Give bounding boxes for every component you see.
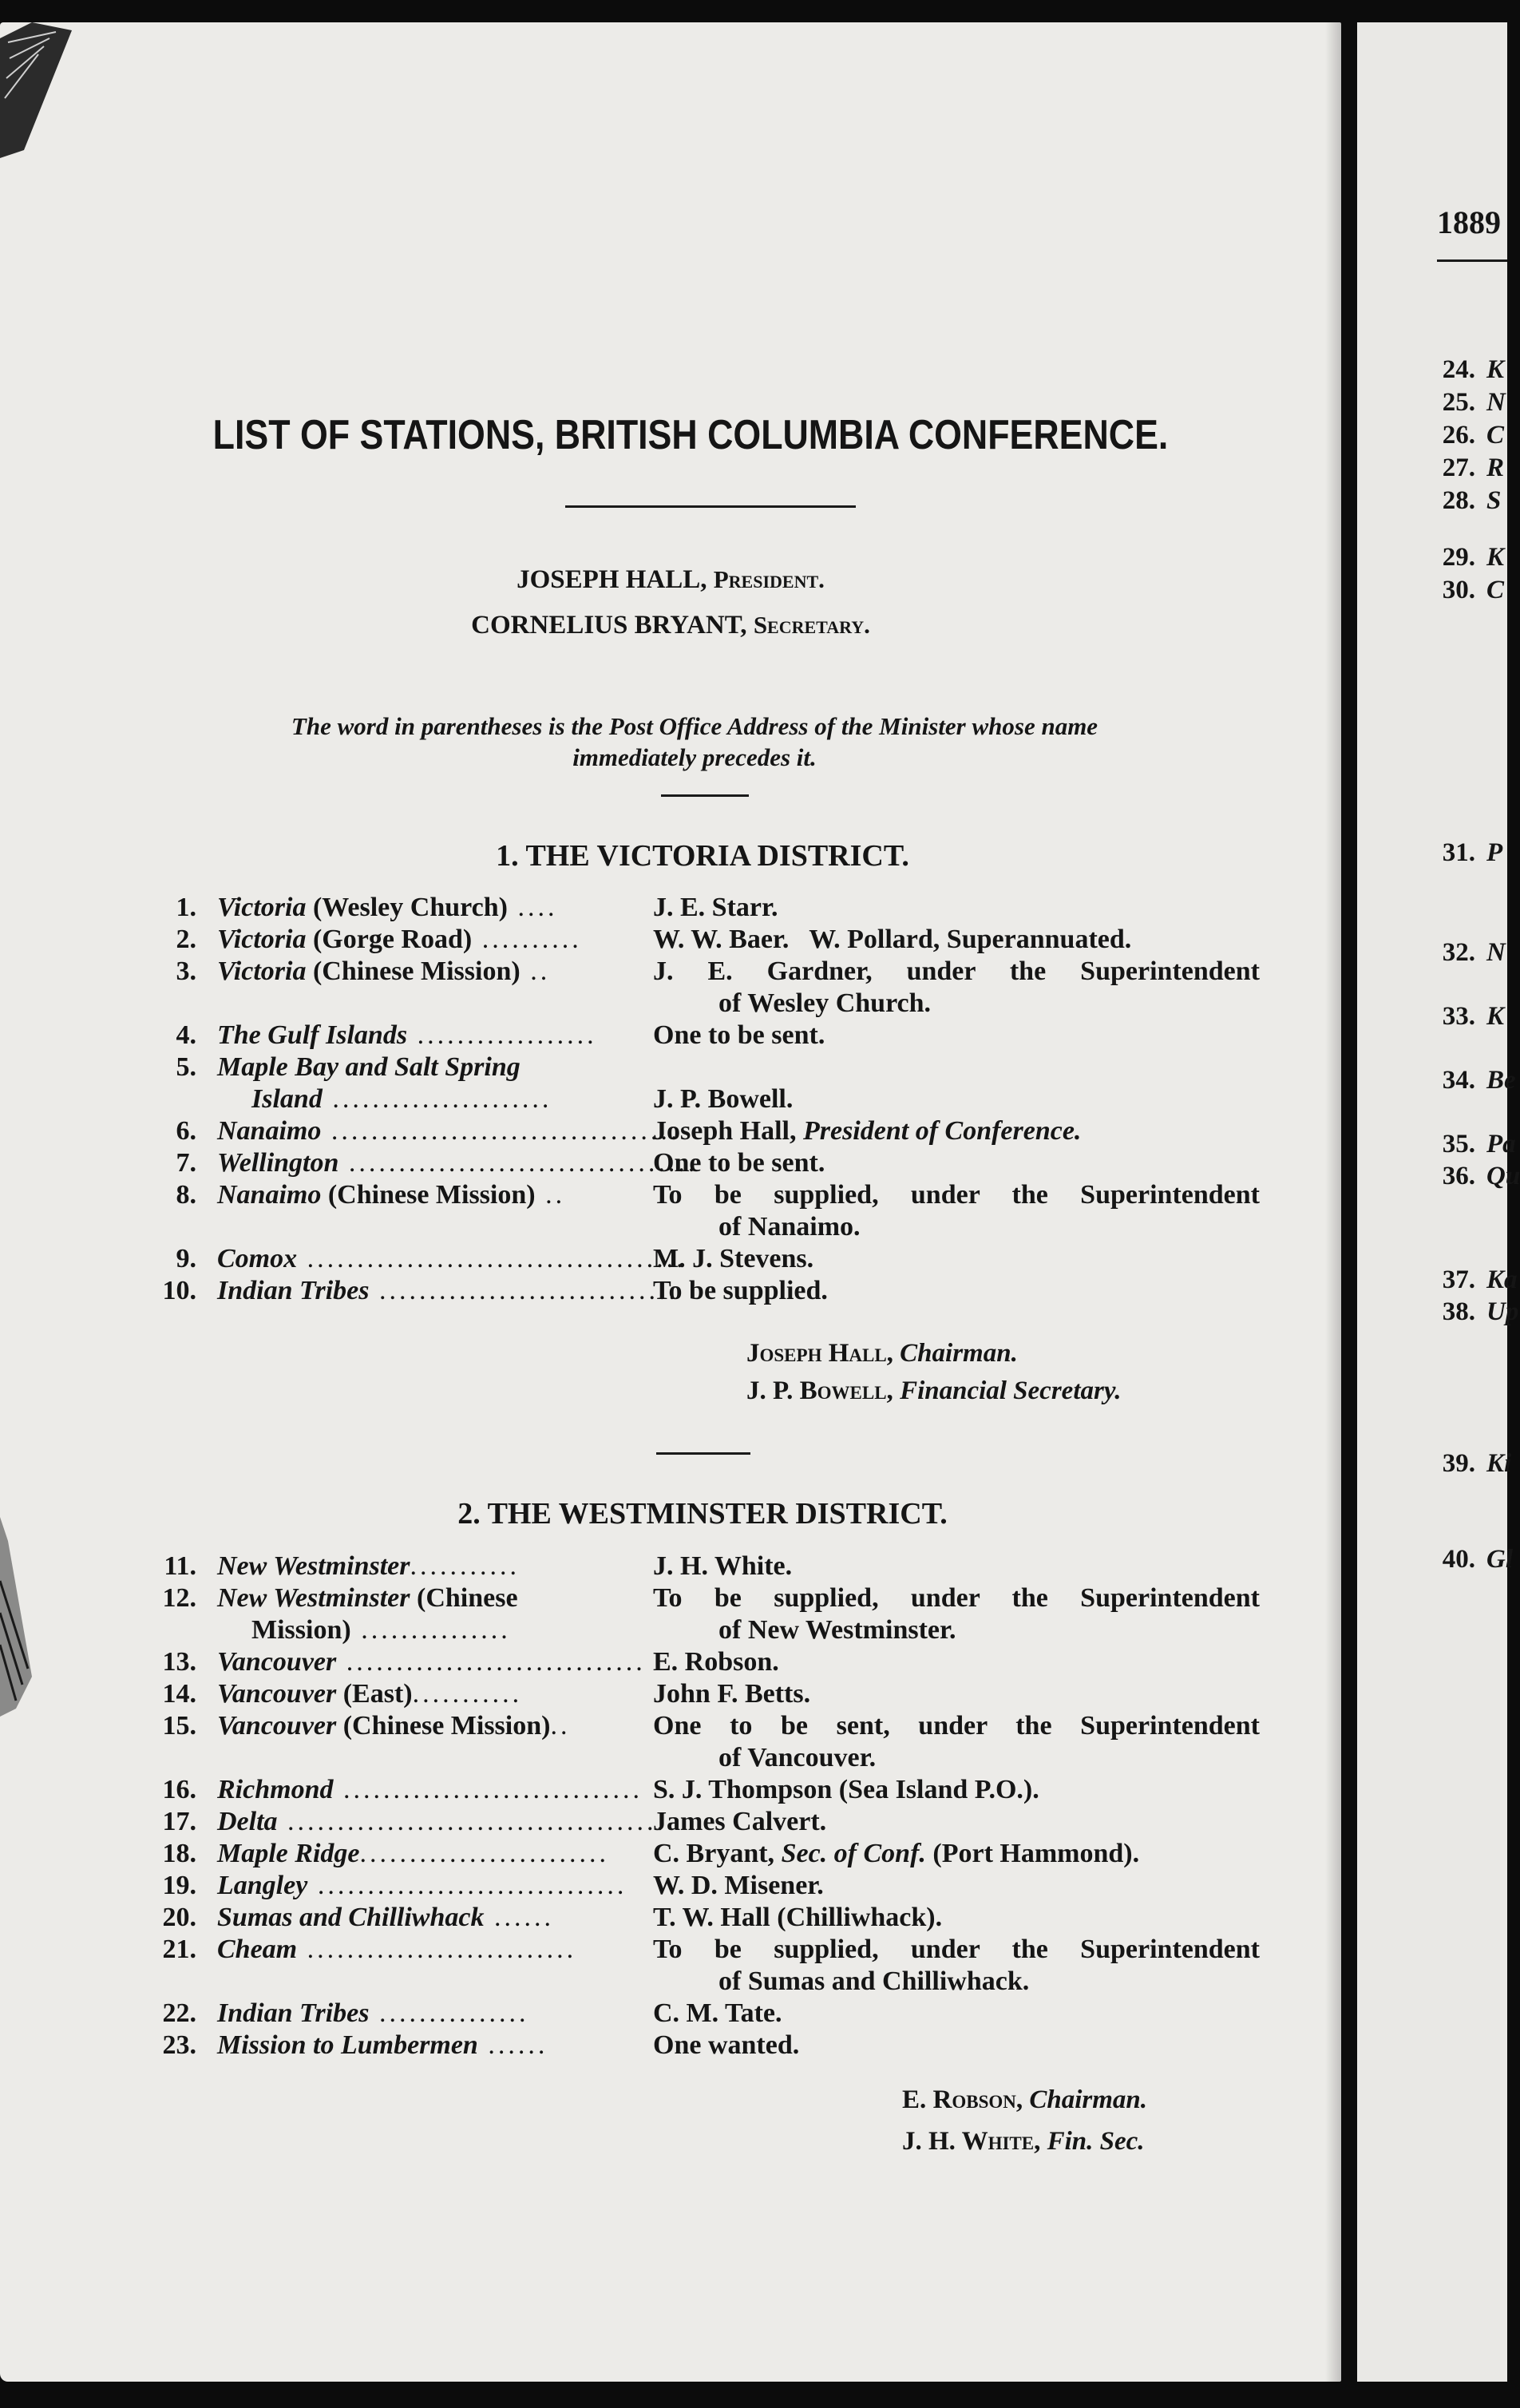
station-name: Comox ...................................... bbox=[217, 1244, 687, 1273]
station-assignment: To be supplied, under the Superintendent bbox=[653, 1583, 1260, 1613]
adjacent-page-number: 37. bbox=[1442, 1265, 1475, 1294]
station-row bbox=[0, 2030, 1341, 2062]
station-name: Langley ............................... bbox=[217, 1871, 627, 1900]
secretary-role: Secretary. bbox=[753, 611, 870, 639]
address-note bbox=[160, 711, 1229, 773]
station-number: 19. bbox=[162, 1871, 196, 1900]
station-number: 4. bbox=[176, 1020, 196, 1050]
station-assignment: T. W. Hall (Chilliwhack). bbox=[653, 1903, 943, 1932]
adjacent-page-number: 27. bbox=[1442, 453, 1475, 482]
station-name: Vancouver .............................. bbox=[217, 1647, 646, 1677]
adjacent-page-number: 36. bbox=[1442, 1162, 1475, 1190]
adjacent-page-number: 30. bbox=[1442, 576, 1475, 604]
station-row bbox=[0, 925, 1341, 956]
station-name: Maple Bay and Salt Spring bbox=[217, 1052, 521, 1082]
adjacent-page-number: 39. bbox=[1442, 1449, 1475, 1478]
adjacent-page-number: 31. bbox=[1442, 838, 1475, 867]
address-note-line-2: immediately precedes it. bbox=[572, 743, 817, 771]
station-number: 8. bbox=[176, 1180, 196, 1210]
station-assignment: To be supplied. bbox=[653, 1276, 828, 1305]
adjacent-page-entry-fragment: Up bbox=[1486, 1297, 1519, 1326]
adjacent-page-number: 32. bbox=[1442, 938, 1475, 967]
district-title-victoria: 1. THE VICTORIA DISTRICT. bbox=[496, 839, 909, 873]
westminster-secretary-signature: J. H. White, Fin. Sec. bbox=[902, 2127, 1145, 2156]
station-row bbox=[0, 1116, 1341, 1148]
station-name: Richmond .............................. bbox=[217, 1775, 643, 1804]
station-number: 14. bbox=[162, 1679, 196, 1709]
station-row bbox=[0, 1998, 1341, 2030]
station-assignment: To be supplied, under the Superintendent bbox=[653, 1180, 1260, 1210]
station-row bbox=[0, 1583, 1341, 1615]
adjacent-page-entry-fragment: S bbox=[1486, 486, 1502, 515]
station-assignment: W. D. Misener. bbox=[653, 1871, 824, 1900]
adjacent-page-number: 38. bbox=[1442, 1297, 1475, 1326]
station-name: Cheam ........................... bbox=[217, 1935, 577, 1964]
title-rule bbox=[565, 505, 856, 508]
adjacent-page-entry-fragment: Qu bbox=[1486, 1162, 1520, 1190]
station-assignment: C. M. Tate. bbox=[653, 1998, 782, 2028]
station-name: The Gulf Islands .................. bbox=[217, 1020, 597, 1050]
station-assignment: To be supplied, under the Superintendent bbox=[653, 1935, 1260, 1964]
adjacent-page-number: 34. bbox=[1442, 1066, 1475, 1095]
station-name: Nanaimo (Chinese Mission) .. bbox=[217, 1180, 566, 1210]
station-number: 23. bbox=[162, 2030, 196, 2060]
station-assignment: One to be sent. bbox=[653, 1148, 825, 1178]
secretary-line bbox=[0, 611, 1341, 640]
station-name: Maple Ridge......................... bbox=[217, 1839, 609, 1868]
adjacent-page-entry-fragment: P bbox=[1486, 838, 1503, 867]
district-rule bbox=[656, 1452, 750, 1455]
station-row bbox=[0, 1903, 1341, 1935]
station-row bbox=[0, 1180, 1341, 1212]
adjacent-page-entry-fragment: K bbox=[1486, 355, 1505, 384]
page-title: LIST OF STATIONS, BRITISH COLUMBIA CONFERENCE. bbox=[212, 412, 1169, 458]
adjacent-page-entry-fragment: Ki bbox=[1486, 1449, 1512, 1478]
station-assignment-continued: of Nanaimo. bbox=[718, 1212, 861, 1242]
station-assignment: Joseph Hall, President of Conference. bbox=[653, 1116, 1082, 1146]
station-row bbox=[0, 1775, 1341, 1807]
station-assignment-continued: of New Westminster. bbox=[718, 1615, 956, 1645]
adjacent-page-number: 25. bbox=[1442, 388, 1475, 417]
station-assignment-continued: of Vancouver. bbox=[718, 1743, 877, 1772]
station-row-continuation bbox=[0, 1966, 1341, 1998]
station-row bbox=[0, 1148, 1341, 1180]
station-number: 3. bbox=[176, 956, 196, 986]
station-number: 1. bbox=[176, 893, 196, 922]
station-name: New Westminster (Chinese bbox=[217, 1583, 518, 1613]
secretary-name: CORNELIUS BRYANT, bbox=[471, 611, 747, 640]
station-number: 2. bbox=[176, 925, 196, 954]
station-assignment: One to be sent. bbox=[653, 1020, 825, 1050]
station-name: New Westminster........... bbox=[217, 1551, 520, 1581]
adjacent-page-entry-fragment: Pa bbox=[1486, 1130, 1516, 1158]
station-name: Sumas and Chilliwhack ...... bbox=[217, 1903, 554, 1932]
station-assignment: One to be sent, under the Superintendent bbox=[653, 1711, 1260, 1741]
station-name: Indian Tribes .............................. bbox=[217, 1276, 679, 1305]
adjacent-page-year: 1889 bbox=[1437, 204, 1501, 240]
station-row-continuation bbox=[0, 1615, 1341, 1647]
station-name: Indian Tribes ............... bbox=[217, 1998, 529, 2028]
station-number: 17. bbox=[162, 1807, 196, 1836]
station-assignment: E. Robson. bbox=[653, 1647, 779, 1677]
station-row bbox=[0, 1839, 1341, 1871]
station-number: 21. bbox=[162, 1935, 196, 1964]
station-number: 12. bbox=[162, 1583, 196, 1613]
station-row bbox=[0, 1935, 1341, 1966]
victoria-chairman-signature: Joseph Hall, Chairman. bbox=[746, 1339, 1018, 1368]
address-note-line-1: The word in parentheses is the Post Office Address of the Minister whose name bbox=[291, 712, 1098, 740]
station-assignment: John F. Betts. bbox=[653, 1679, 811, 1709]
adjacent-page-entry-fragment: K bbox=[1486, 1002, 1505, 1031]
note-rule bbox=[661, 794, 749, 797]
station-assignment: J. E. Gardner, under the Superintendent bbox=[653, 956, 1260, 986]
adjacent-page-entry-fragment: N bbox=[1486, 388, 1506, 417]
adjacent-page-number: 35. bbox=[1442, 1130, 1475, 1158]
westminster-chairman-signature: E. Robson, Chairman. bbox=[902, 2085, 1148, 2114]
adjacent-page-entry-fragment: K bbox=[1486, 543, 1505, 572]
station-number: 7. bbox=[176, 1148, 196, 1178]
station-row bbox=[0, 1711, 1341, 1743]
station-row bbox=[0, 956, 1341, 988]
station-row bbox=[0, 1679, 1341, 1711]
adjacent-page-entry-fragment: R bbox=[1486, 453, 1505, 482]
station-row bbox=[0, 1871, 1341, 1903]
station-row bbox=[0, 1244, 1341, 1276]
station-name-continued: Island ...................... bbox=[251, 1084, 552, 1114]
station-row bbox=[0, 893, 1341, 925]
station-row-continuation bbox=[0, 1743, 1341, 1775]
adjacent-page-number: 33. bbox=[1442, 1002, 1475, 1031]
station-row-continuation bbox=[0, 1212, 1341, 1244]
station-assignment: S. J. Thompson (Sea Island P.O.). bbox=[653, 1775, 1039, 1804]
station-number: 9. bbox=[176, 1244, 196, 1273]
station-number: 5. bbox=[176, 1052, 196, 1082]
adjacent-page-entry-fragment: Gl bbox=[1486, 1545, 1513, 1574]
station-number: 18. bbox=[162, 1839, 196, 1868]
adjacent-page-entry-fragment: Be bbox=[1486, 1066, 1516, 1095]
station-name-continued: Mission) ............... bbox=[251, 1615, 511, 1645]
station-assignment: C. Bryant, Sec. of Conf. (Port Hammond). bbox=[653, 1839, 1140, 1868]
station-name: Delta ...................................... bbox=[217, 1807, 667, 1836]
station-assignment-continued: of Sumas and Chilliwhack. bbox=[718, 1966, 1030, 1996]
station-name: Victoria (Gorge Road) .......... bbox=[217, 925, 582, 954]
district-title-westminster: 2. THE WESTMINSTER DISTRICT. bbox=[457, 1497, 948, 1531]
station-name: Victoria (Chinese Mission) .. bbox=[217, 956, 551, 986]
station-row bbox=[0, 1647, 1341, 1679]
station-assignment: J. E. Starr. bbox=[653, 893, 778, 922]
station-number: 10. bbox=[162, 1276, 196, 1305]
president-line bbox=[0, 565, 1341, 595]
station-assignment-continued: of Wesley Church. bbox=[718, 988, 932, 1018]
station-number: 13. bbox=[162, 1647, 196, 1677]
station-assignment: W. W. Baer. W. Pollard, Superannuated. bbox=[653, 925, 1132, 954]
president-name: JOSEPH HALL, bbox=[517, 565, 707, 594]
station-name: Mission to Lumbermen ...... bbox=[217, 2030, 548, 2060]
station-name: Vancouver (East)........... bbox=[217, 1679, 523, 1709]
adjacent-page-entry-fragment: C bbox=[1486, 576, 1505, 604]
station-row bbox=[0, 1276, 1341, 1308]
adjacent-page-rule bbox=[1437, 259, 1507, 262]
station-assignment: One wanted. bbox=[653, 2030, 800, 2060]
station-row bbox=[0, 1020, 1341, 1052]
adjacent-page-entry-fragment: Ka bbox=[1486, 1265, 1518, 1294]
station-name: Nanaimo ................................... bbox=[217, 1116, 681, 1146]
station-number: 16. bbox=[162, 1775, 196, 1804]
station-number: 11. bbox=[164, 1551, 196, 1581]
station-row bbox=[0, 1551, 1341, 1583]
station-name: Vancouver (Chinese Mission).. bbox=[217, 1711, 571, 1741]
station-assignment: J. H. White. bbox=[653, 1551, 793, 1581]
station-number: 20. bbox=[162, 1903, 196, 1932]
station-number: 15. bbox=[162, 1711, 196, 1741]
page-fold-mark bbox=[0, 22, 72, 158]
adjacent-page-number: 24. bbox=[1442, 355, 1475, 384]
station-row-continuation bbox=[0, 1084, 1341, 1116]
station-row bbox=[0, 1052, 1341, 1084]
station-row bbox=[0, 1807, 1341, 1839]
station-assignment: J. P. Bowell. bbox=[653, 1084, 794, 1114]
station-number: 22. bbox=[162, 1998, 196, 2028]
station-name: Victoria (Wesley Church) .... bbox=[217, 893, 558, 922]
adjacent-page-entry-fragment: C bbox=[1486, 421, 1505, 450]
adjacent-page-number: 26. bbox=[1442, 421, 1475, 450]
station-name: Wellington ................................... bbox=[217, 1148, 699, 1178]
victoria-secretary-signature: J. P. Bowell, Financial Secretary. bbox=[746, 1376, 1122, 1405]
station-assignment: M. J. Stevens. bbox=[653, 1244, 814, 1273]
adjacent-page-number: 40. bbox=[1442, 1545, 1475, 1574]
adjacent-page-entry-fragment: N bbox=[1486, 938, 1506, 967]
station-assignment: James Calvert. bbox=[653, 1807, 827, 1836]
station-row-continuation bbox=[0, 988, 1341, 1020]
president-role: President. bbox=[713, 565, 825, 593]
adjacent-page-number: 28. bbox=[1442, 486, 1475, 515]
station-number: 6. bbox=[176, 1116, 196, 1146]
adjacent-page-number: 29. bbox=[1442, 543, 1475, 572]
